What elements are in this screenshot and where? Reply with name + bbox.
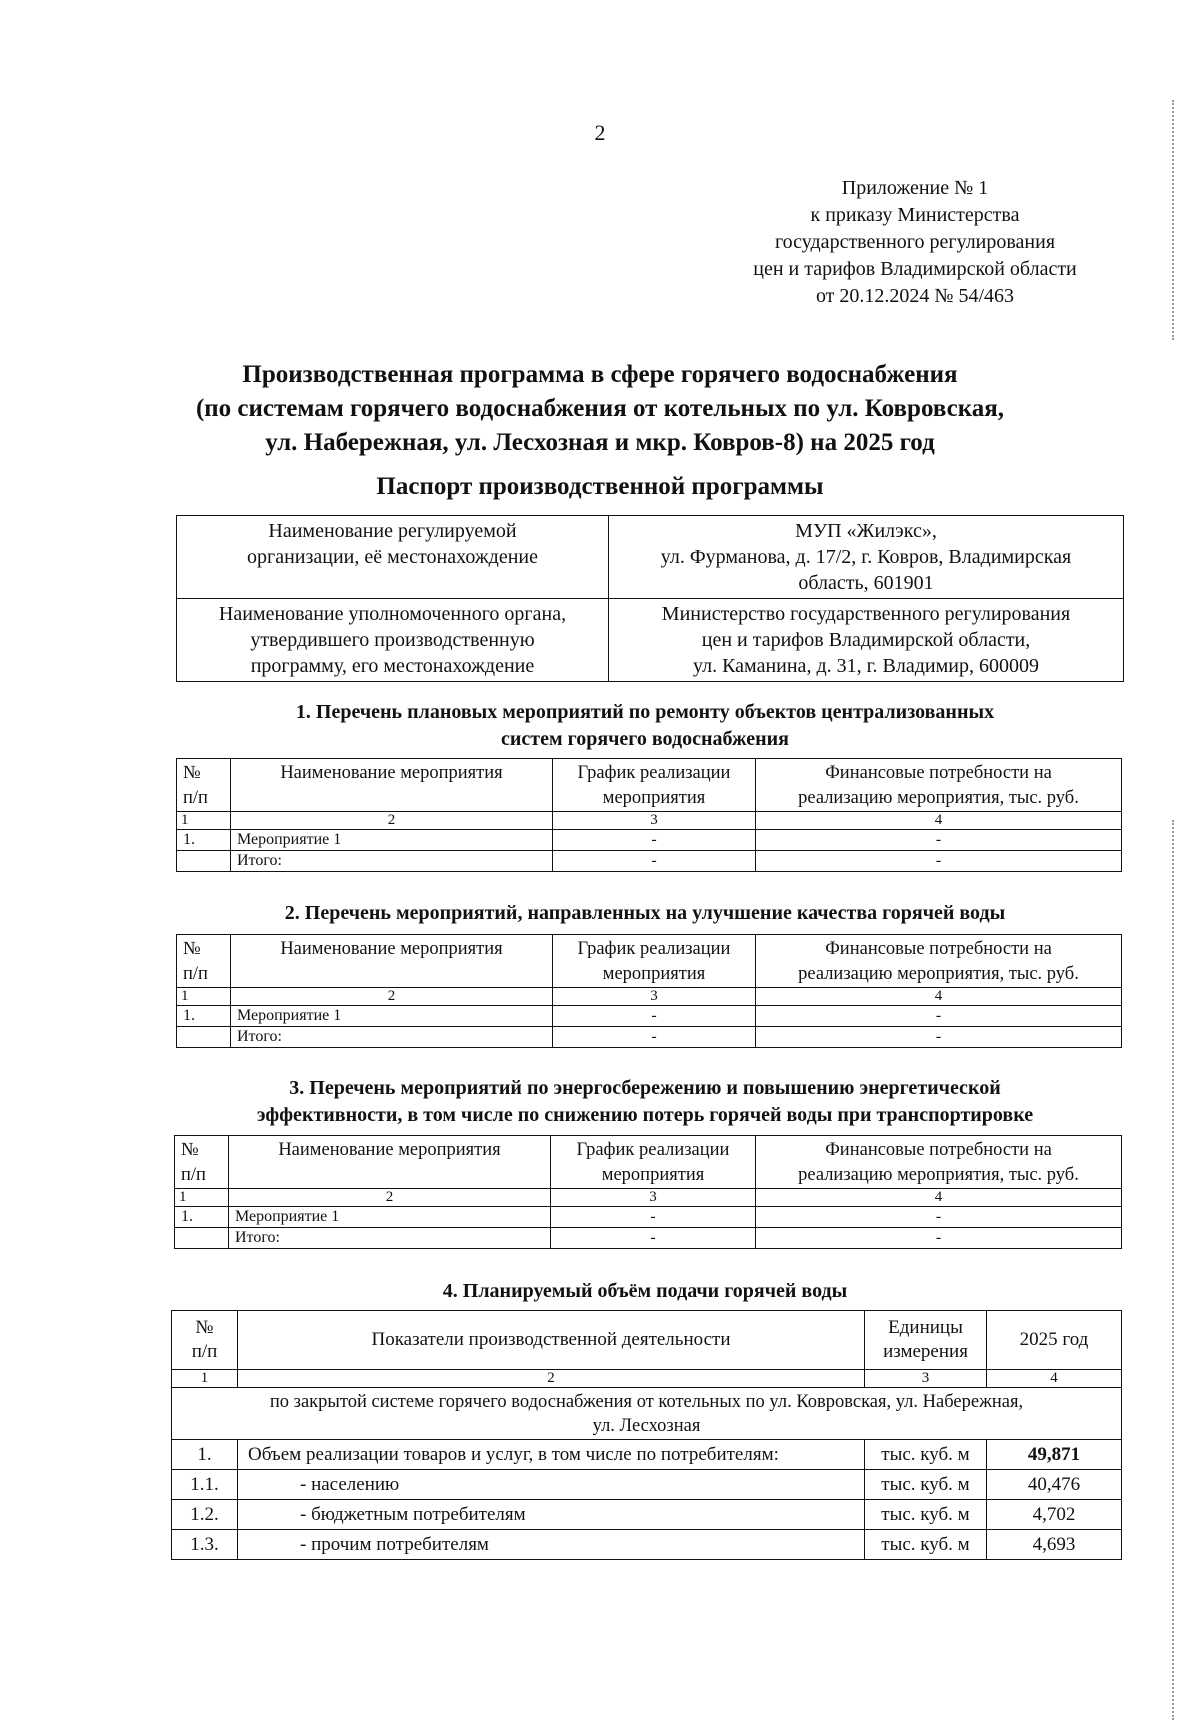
header-name: Наименование мероприятия	[229, 1136, 551, 1189]
section-1-heading	[170, 699, 1120, 753]
document-title	[100, 358, 1100, 460]
table-row	[172, 1440, 1122, 1470]
row-value: 4,693	[987, 1530, 1122, 1560]
row-schedule: -	[551, 1207, 756, 1228]
total-schedule: -	[553, 1027, 756, 1048]
title-line: ул. Набережная, ул. Лесхозная и мкр. Ковров-8) на 2025 год	[265, 429, 935, 456]
row-unit: тыс. куб. м	[865, 1530, 987, 1560]
passport-value-line: ул. Каманина, д. 31, г. Владимир, 600009	[693, 655, 1039, 677]
column-number: 2	[238, 1370, 865, 1388]
system-row	[172, 1388, 1122, 1440]
appendix-block	[700, 175, 1130, 310]
column-number: 4	[987, 1370, 1122, 1388]
row-number	[175, 1228, 229, 1249]
column-number: 4	[756, 988, 1122, 1006]
system-description: по закрытой системе горячего водоснабжения от котельных по ул. Ковровская, ул. Набережная, ул. Лесхозная	[172, 1388, 1122, 1440]
row-indicator: - населению	[238, 1470, 865, 1500]
appendix-line: от 20.12.2024 № 54/463	[815, 285, 1015, 307]
column-number: 3	[551, 1189, 756, 1207]
row-value: 4,702	[987, 1500, 1122, 1530]
passport-value-line: ул. Фурманова, д. 17/2, г. Ковров, Владимирская	[660, 546, 1072, 568]
header-schedule: График реализации мероприятия	[553, 759, 756, 812]
passport-label-cell	[177, 599, 609, 682]
section-2-heading	[170, 900, 1120, 927]
row-value: 40,476	[987, 1470, 1122, 1500]
section-4-table	[171, 1310, 1122, 1560]
page-number: 2	[594, 120, 606, 145]
appendix-line: Приложение № 1	[841, 177, 989, 199]
column-number-row	[175, 1189, 1122, 1207]
header-no: № п/п	[177, 759, 231, 812]
header-finance: Финансовые потребности на реализацию мероприятия, тыс. руб.	[756, 935, 1122, 988]
row-unit: тыс. куб. м	[865, 1470, 987, 1500]
table-row	[175, 1207, 1122, 1228]
table-total-row	[175, 1228, 1122, 1249]
table-header-row	[172, 1311, 1122, 1370]
appendix-line: государственного регулирования	[774, 231, 1056, 253]
row-number: 1.	[177, 830, 231, 851]
column-number: 3	[553, 812, 756, 830]
passport-label-line: утвердившего производственную	[250, 629, 535, 651]
column-number: 4	[756, 812, 1122, 830]
passport-label-line: программу, его местонахождение	[250, 655, 535, 677]
passport-label-line: организации, её местонахождение	[247, 546, 538, 568]
section-heading-line: 2. Перечень мероприятий, направленных на улучшение качества горячей воды	[284, 902, 1006, 924]
row-number	[177, 1027, 231, 1048]
total-finance: -	[756, 1027, 1122, 1048]
table-header-row	[175, 1136, 1122, 1189]
column-number: 4	[756, 1189, 1122, 1207]
row-finance: -	[756, 830, 1122, 851]
total-label: Итого:	[229, 1228, 551, 1249]
table-header-row	[177, 759, 1122, 812]
table-row	[172, 1500, 1122, 1530]
row-number: 1.1.	[172, 1470, 238, 1500]
section-heading-line: систем горячего водоснабжения	[501, 728, 789, 750]
row-number: 1.2.	[172, 1500, 238, 1530]
row-value: 49,871	[987, 1440, 1122, 1470]
table-row	[177, 1006, 1122, 1027]
header-schedule: График реализации мероприятия	[553, 935, 756, 988]
column-number: 1	[175, 1189, 229, 1207]
total-schedule: -	[553, 851, 756, 872]
header-indicator: Показатели производственной деятельности	[238, 1311, 865, 1370]
header-name: Наименование мероприятия	[231, 935, 553, 988]
table-row	[172, 1530, 1122, 1560]
column-number: 3	[865, 1370, 987, 1388]
row-name: Мероприятие 1	[231, 830, 553, 851]
row-unit: тыс. куб. м	[865, 1440, 987, 1470]
column-number-row	[172, 1370, 1122, 1388]
column-number: 3	[553, 988, 756, 1006]
row-number: 1.	[172, 1440, 238, 1470]
scan-edge-mark	[1172, 820, 1176, 1720]
passport-row	[177, 599, 1124, 682]
column-number: 1	[172, 1370, 238, 1388]
column-number: 1	[177, 988, 231, 1006]
row-number: 1.	[177, 1006, 231, 1027]
appendix-line: цен и тарифов Владимирской области	[753, 258, 1077, 280]
header-no: № п/п	[172, 1311, 238, 1370]
table-total-row	[177, 1027, 1122, 1048]
header-no: № п/п	[177, 935, 231, 988]
section-2-table	[176, 934, 1122, 1048]
section-heading-line: 1. Перечень плановых мероприятий по ремонту объектов централизованных	[295, 701, 995, 723]
section-3-table	[174, 1135, 1122, 1249]
passport-value-line: цен и тарифов Владимирской области,	[701, 629, 1031, 651]
total-label: Итого:	[231, 851, 553, 872]
passport-table	[176, 515, 1124, 682]
total-label: Итого:	[231, 1027, 553, 1048]
column-number-row	[177, 988, 1122, 1006]
section-3-heading	[170, 1075, 1120, 1129]
passport-value-line: Министерство государственного регулирования	[661, 603, 1071, 625]
passport-label-line: Наименование регулируемой	[268, 520, 517, 542]
row-unit: тыс. куб. м	[865, 1500, 987, 1530]
table-total-row	[177, 851, 1122, 872]
section-heading-line: эффективности, в том числе по снижению потерь горячей воды при транспортировке	[256, 1104, 1034, 1126]
passport-label-line: Наименование уполномоченного органа,	[218, 603, 567, 625]
row-finance: -	[756, 1207, 1122, 1228]
appendix-line: к приказу Министерства	[810, 204, 1020, 226]
row-indicator: - бюджетным потребителям	[238, 1500, 865, 1530]
row-schedule: -	[553, 1006, 756, 1027]
total-finance: -	[756, 1228, 1122, 1249]
passport-value-cell	[609, 516, 1124, 599]
table-header-row	[177, 935, 1122, 988]
row-indicator: - прочим потребителям	[238, 1530, 865, 1560]
section-4-heading: 4. Планируемый объём подачи горячей воды	[442, 1280, 848, 1302]
title-line: (по системам горячего водоснабжения от котельных по ул. Ковровская,	[195, 395, 1005, 422]
total-schedule: -	[551, 1228, 756, 1249]
header-finance: Финансовые потребности на реализацию мероприятия, тыс. руб.	[756, 1136, 1122, 1189]
row-indicator: Объем реализации товаров и услуг, в том числе по потребителям:	[238, 1440, 865, 1470]
column-number: 2	[231, 988, 553, 1006]
passport-value-line: МУП «Жилэкс»,	[795, 520, 937, 542]
header-finance: Финансовые потребности на реализацию мероприятия, тыс. руб.	[756, 759, 1122, 812]
header-name: Наименование мероприятия	[231, 759, 553, 812]
table-row	[177, 830, 1122, 851]
column-number-row	[177, 812, 1122, 830]
row-number	[177, 851, 231, 872]
header-unit: Единицы измерения	[865, 1311, 987, 1370]
row-number: 1.	[175, 1207, 229, 1228]
passport-label-cell	[177, 516, 609, 599]
row-finance: -	[756, 1006, 1122, 1027]
header-schedule: График реализации мероприятия	[551, 1136, 756, 1189]
row-schedule: -	[553, 830, 756, 851]
passport-value-cell	[609, 599, 1124, 682]
passport-row	[177, 516, 1124, 599]
passport-heading: Паспорт производственной программы	[376, 473, 824, 500]
header-year: 2025 год	[987, 1311, 1122, 1370]
table-row	[172, 1470, 1122, 1500]
column-number: 2	[229, 1189, 551, 1207]
section-1-table	[176, 758, 1122, 872]
row-name: Мероприятие 1	[229, 1207, 551, 1228]
column-number: 2	[231, 812, 553, 830]
total-finance: -	[756, 851, 1122, 872]
row-name: Мероприятие 1	[231, 1006, 553, 1027]
title-line: Производственная программа в сфере горячего водоснабжения	[242, 361, 958, 388]
scan-edge-mark	[1172, 100, 1176, 340]
header-no: № п/п	[175, 1136, 229, 1189]
column-number: 1	[177, 812, 231, 830]
passport-value-line: область, 601901	[798, 572, 934, 594]
section-heading-line: 3. Перечень мероприятий по энергосбережению и повышению энергетической	[289, 1077, 1001, 1099]
row-number: 1.3.	[172, 1530, 238, 1560]
